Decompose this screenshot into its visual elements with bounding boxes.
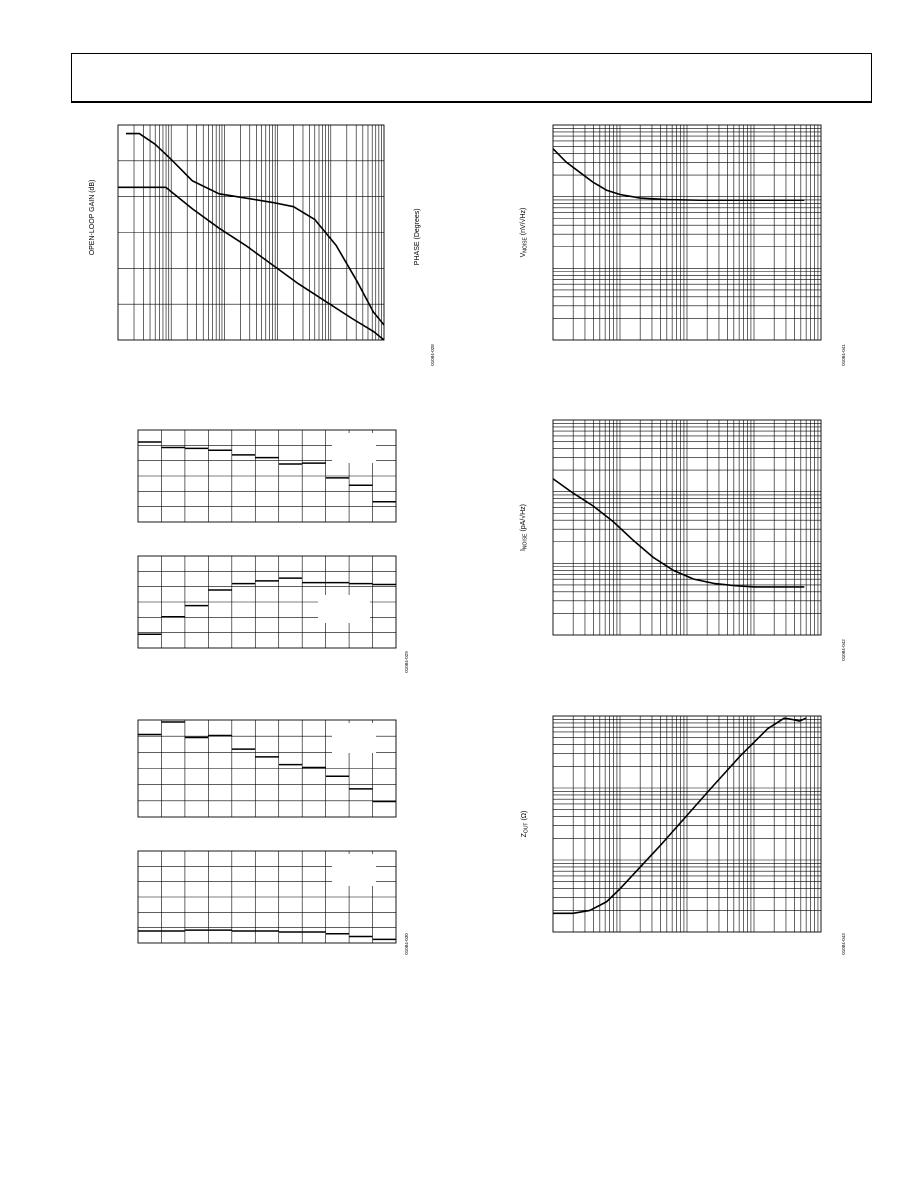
figure-id: 01084-028: [430, 344, 435, 366]
figure-id: 01084-041: [841, 344, 846, 366]
step-chart-b-bottom: [138, 851, 409, 955]
figure-id-text: [841, 639, 846, 661]
figure-id-text: [841, 933, 846, 955]
y-axis-subscript: OUT: [523, 822, 530, 834]
label-box: [332, 433, 376, 463]
step-chart-b-top: [138, 720, 396, 817]
figure-id-text: [404, 933, 409, 955]
y-axis-unit: (pA/√Hz): [520, 503, 527, 534]
y-axis-unit: (nV/√Hz): [520, 207, 527, 238]
open-loop-gain-phase-chart: [89, 125, 435, 366]
y-axis-title: [519, 208, 529, 258]
current-noise-chart: [519, 420, 846, 661]
figure-id-text: [404, 651, 409, 673]
y-axis-symbol: Z: [521, 833, 528, 838]
figure-id: 01084-042: [841, 639, 846, 661]
figure-id-text: [430, 344, 435, 366]
y-axis-label: OPEN-LOOP GAIN (dB): [89, 179, 96, 256]
label-box: [318, 595, 370, 623]
label-box: [332, 854, 376, 886]
figure-id: 01084-043: [841, 933, 846, 955]
y-axis-subscript: NOISE: [522, 237, 529, 253]
y2-axis-label: PHASE (Degrees): [414, 208, 421, 266]
voltage-noise-chart: [519, 125, 846, 366]
output-impedance-chart: [521, 716, 846, 955]
label-box: [332, 723, 376, 753]
y-axis-title: [89, 180, 96, 256]
figure-id: 01084-030: [404, 933, 409, 955]
y2-axis-title: [414, 208, 421, 265]
y-axis-subscript: NOISE: [522, 533, 529, 550]
figure-id: 01084-029: [404, 651, 409, 673]
y-axis-unit: (Ω): [521, 810, 528, 823]
y-axis-symbol: I: [520, 549, 527, 552]
y-axis-title: [519, 504, 529, 551]
y-axis-symbol: V: [520, 252, 527, 258]
figure-id-text: [841, 344, 846, 366]
y-axis-title: [521, 811, 530, 838]
step-chart-a-top: [138, 430, 396, 522]
step-chart-a-bottom: [138, 556, 409, 673]
